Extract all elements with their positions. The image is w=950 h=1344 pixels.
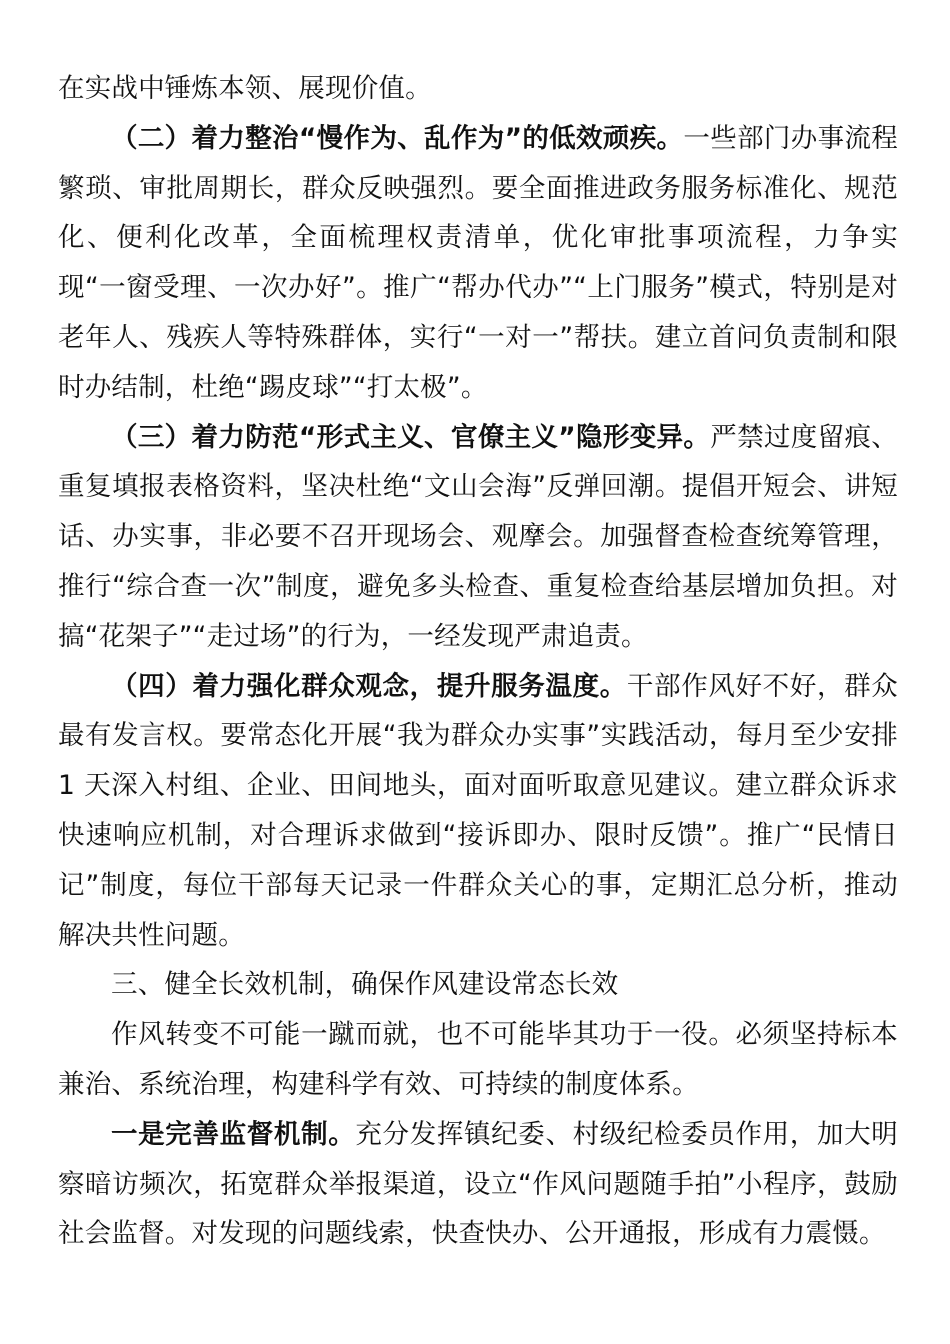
paragraph-title: 一是完善监督机制。 <box>111 1118 356 1150</box>
section-heading <box>58 960 898 1010</box>
section-heading-text: 三、健全长效机制，确保作风建设常态长效 <box>111 969 619 1001</box>
paragraph-point-1 <box>58 1110 898 1259</box>
paragraph-item-4 <box>58 662 898 961</box>
paragraph-text: 充分发挥镇纪委、村级纪检委员作用，加大明察暗访频次，拓宽群众举报渠道，设立“作风问题随手拍”小程序，鼓励社会监督。对发现的问题线索，快查快办、公开通报，形成有力震慑。 <box>58 1118 898 1250</box>
paragraph-text: 干部作风好不好，群众最有发言权。要常态化开展“我为群众办实事”实践活动，每月至少安排 1 天深入村组、企业、田间地头，面对面听取意见建议。建立群众诉求快速响应机制，对合理诉求做到“接诉即办、限时反馈”。推广“民情日记”制度，每位干部每天记录一件群众关心的事，定期汇总分析，推动解决共性问题。 <box>58 670 898 951</box>
paragraph-item-3 <box>58 413 898 662</box>
paragraph-item-2 <box>58 114 898 413</box>
paragraph-text: 一些部门办事流程繁琐、审批周期长，群众反映强烈。要全面推进政务服务标准化、规范化、便利化改革，全面梳理权责清单，优化审批事项流程，力争实现“一窗受理、一次办好”。推广“帮办代办”“上门服务”模式，特别是对老年人、残疾人等特殊群体，实行“一对一”帮扶。建立首问负责制和限时办结制，杜绝“踢皮球”“打太极”。 <box>58 122 898 403</box>
paragraph-text: 严禁过度留痕、重复填报表格资料，坚决杜绝“文山会海”反弹回潮。提倡开短会、讲短话、办实事，非必要不召开现场会、观摩会。加强督查检查统筹管理，推行“综合查一次”制度，避免多头检查、重复检查给基层增加负担。对搞“花架子”“走过场”的行为，一经发现严肃追责。 <box>58 421 898 652</box>
paragraph-text: 作风转变不可能一蹴而就，也不可能毕其功于一役。必须坚持标本兼治、系统治理，构建科学有效、可持续的制度体系。 <box>58 1019 898 1100</box>
document-page <box>58 64 898 1259</box>
paragraph-title: （三）着力防范“形式主义、官僚主义”隐形变异。 <box>111 421 711 453</box>
paragraph-text: 在实战中锤炼本领、展现价值。 <box>58 73 432 104</box>
paragraph-title: （四）着力强化群众观念，提升服务温度。 <box>111 670 627 702</box>
paragraph-title: （二）着力整治“慢作为、乱作为”的低效顽疾。 <box>111 122 684 154</box>
paragraph-continuation <box>58 64 898 114</box>
paragraph-intro <box>58 1010 898 1110</box>
